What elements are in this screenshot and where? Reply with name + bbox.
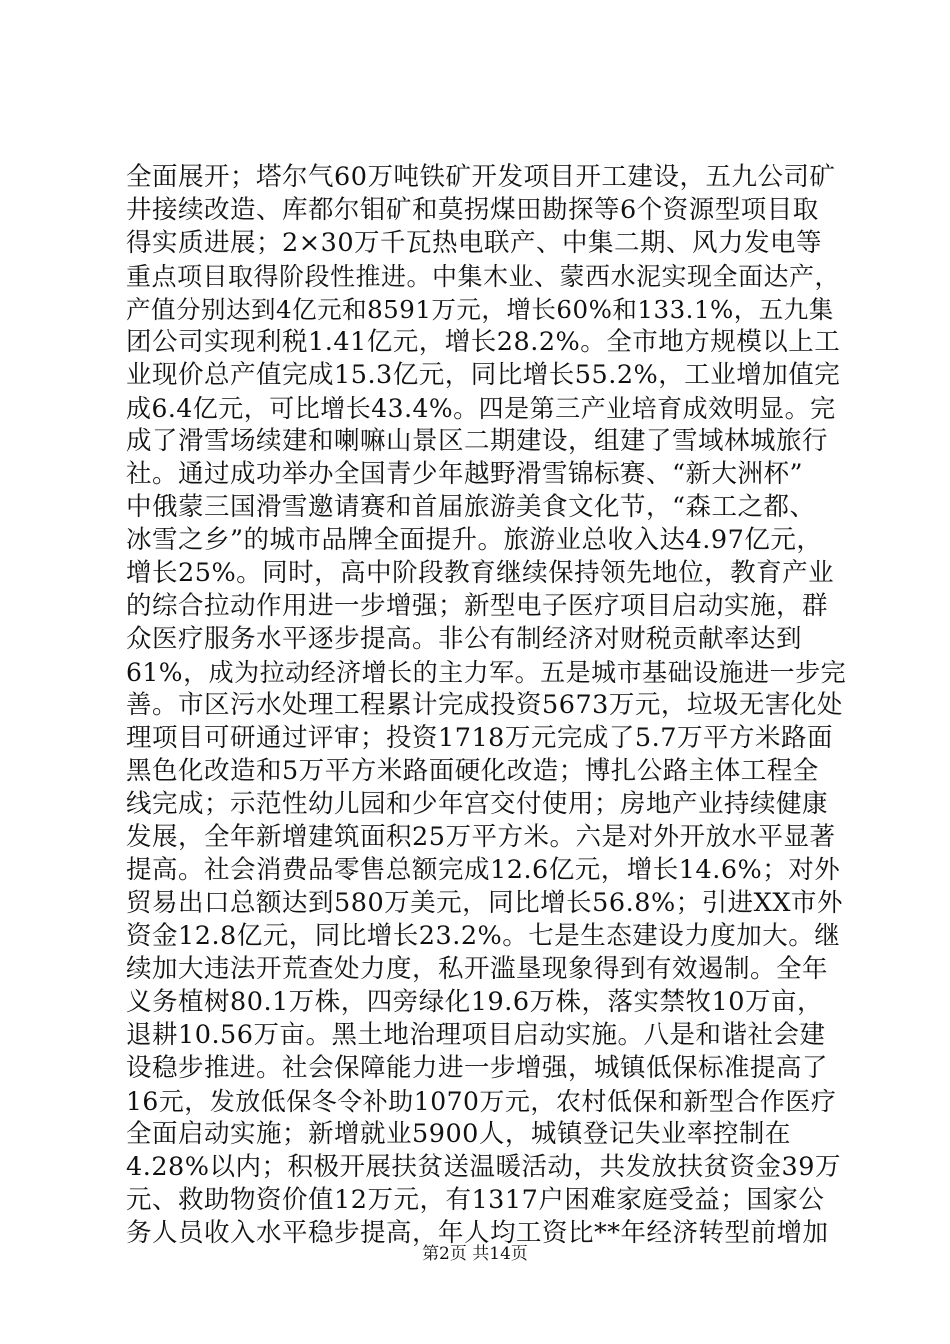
text-line: 冰雪之乡”的城市品牌全面提升。旅游业总收入达4.97亿元，	[126, 525, 823, 555]
text-line: 黑色化改造和5万平方米路面硬化改造；博扎公路主体工程全	[126, 756, 819, 786]
text-line: 线完成；示范性幼儿园和少年宫交付使用；房地产业持续健康	[126, 789, 829, 819]
text-line: 重点项目取得阶段性推进。中集木业、蒙西水泥实现全面达产，	[126, 262, 841, 291]
text-line: 的综合拉动作用进一步增强；新型电子医疗项目启动实施，群	[126, 591, 829, 621]
text-line: 全面展开；塔尔气60万吨铁矿开发项目开工建设，五九公司矿	[126, 162, 836, 192]
text-line: 提高。社会消费品零售总额完成12.6亿元，增长14.6%；对外	[126, 855, 841, 885]
text-line: 全面启动实施；新增就业5900人，城镇登记失业率控制在	[126, 1119, 791, 1149]
text-line: 理项目可研通过评审；投资1718万元完成了5.7万平方米路面	[126, 723, 833, 753]
text-line: 61%，成为拉动经济增长的主力军。五是城市基础设施进一步完	[126, 658, 847, 687]
text-line: 设稳步推进。社会保障能力进一步增强，城镇低保标准提高了	[126, 1053, 829, 1083]
text-line: 成了滑雪场续建和喇嘛山景区二期建设，组建了雪域林城旅行	[126, 426, 829, 456]
text-line: 贸易出口总额达到580万美元，同比增长56.8%；引进XX市外	[126, 888, 843, 918]
text-line: 成6.4亿元，可比增长43.4%。四是第三产业培育成效明显。完	[126, 394, 836, 423]
text-line: 团公司实现利税1.41亿元，增长28.2%。全市地方规模以上工	[126, 327, 841, 357]
text-line: 社。通过成功举办全国青少年越野滑雪锦标赛、“新大洲杯”	[126, 459, 804, 489]
text-line: 资金12.8亿元，同比增长23.2%。七是生态建设力度加大。继	[126, 921, 841, 951]
text-line: 众医疗服务水平逐步提高。非公有制经济对财税贡献率达到	[126, 624, 803, 654]
text-line: 发展，全年新增建筑面积25万平方米。六是对外开放水平显著	[126, 822, 836, 852]
text-line: 增长25%。同时，高中阶段教育继续保持领先地位，教育产业	[126, 558, 835, 588]
text-line: 井接续改造、库都尔钼矿和莫拐煤田勘探等6个资源型项目取	[126, 195, 819, 225]
text-line: 业现价总产值完成15.3亿元，同比增长55.2%，工业增加值完	[126, 360, 841, 390]
page-footer: 第2页 共14页	[422, 1244, 528, 1264]
text-line: 4.28%以内；积极开展扶贫送温暖活动，共发放扶贫资金39万	[126, 1152, 841, 1182]
text-line: 中俄蒙三国滑雪邀请赛和首届旅游美食文化节，“森工之都、	[126, 492, 816, 522]
text-line: 续加大违法开荒查处力度，私开滥垦现象得到有效遏制。全年	[126, 954, 829, 984]
text-line: 务人员收入水平稳步提高，年人均工资比**年经济转型前增加	[126, 1218, 829, 1248]
text-line: 退耕10.56万亩。黑土地治理项目启动实施。八是和谐社会建	[126, 1020, 826, 1050]
text-line: 16元，发放低保冬令补助1070万元，农村低保和新型合作医疗	[126, 1087, 837, 1116]
text-line: 义务植树80.1万株，四旁绿化19.6万株，落实禁牧10万亩，	[126, 987, 824, 1017]
text-line: 善。市区污水处理工程累计完成投资5673万元，垃圾无害化处	[126, 690, 843, 720]
text-line: 产值分别达到4亿元和8591万元，增长60%和133.1%，五九集	[126, 295, 834, 324]
text-line: 元、救助物资价值12万元，有1317户困难家庭受益；国家公	[126, 1185, 825, 1215]
text-line: 得实质进展；2×30万千瓦热电联产、中集二期、风力发电等	[126, 228, 823, 258]
body-text	[126, 161, 846, 1250]
